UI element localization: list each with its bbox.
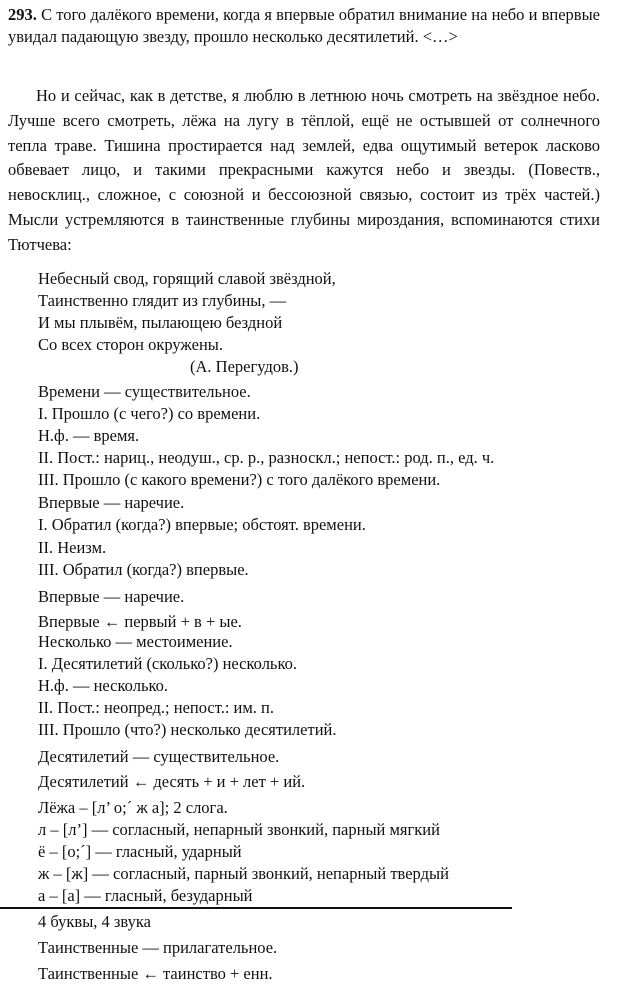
- analysis-line: Впервые — наречие.: [38, 493, 185, 512]
- analysis-line: Таинственные ← таинство + енн.: [38, 964, 273, 983]
- analysis-line: Несколько — местоимение.: [38, 632, 233, 651]
- analysis-line: л – [л’] — согласный, непарный звонкий, парный мягкий: [38, 820, 440, 839]
- analysis-line: III. Прошло (с какого времени?) с того далёкого времени.: [38, 470, 441, 489]
- exercise-main-text: Но и сейчас, как в детстве, я люблю в летнюю ночь смотреть на звёздное небо. Лучше всего смотреть, лёжа на лугу в тёплой, ещё не остывшей от солнечного тепла траве. Тишина простирается над землей, едва ощутимый ветерок ласково обвевает лицо, и такими прекрасными кажутся небо и звезды. (Повеств., невосклиц., сложное, с союзной и бессоюзной связью, состоит из трёх частей.) Мысли устремляются в таинственные глубины мироздания, вспоминаются стихи Тютчева:: [8, 86, 600, 254]
- analysis-line: I. Обратил (когда?) впервые; обстоят. времени.: [38, 515, 366, 534]
- analysis-line: Десятилетий — существительное.: [38, 747, 280, 766]
- analysis-line: Н.ф. — время.: [38, 426, 140, 445]
- analysis-line: Лёжа – [л’ о;´ ж а]; 2 слога.: [38, 798, 228, 817]
- analysis-line: I. Десятилетий (сколько?) несколько.: [38, 654, 298, 673]
- analysis-line: III. Прошло (что?) несколько десятилетий.: [38, 720, 337, 739]
- poem-line-1: Небесный свод, горящий славой звёздной,: [38, 269, 336, 288]
- analysis-line: II. Неизм.: [38, 538, 107, 557]
- analysis-line: ё – [о;´] — гласный, ударный: [38, 842, 242, 861]
- poem-author: (А. Перегудов.): [190, 357, 299, 376]
- analysis-line: II. Пост.: неопред.; непост.: им. п.: [38, 698, 275, 717]
- exercise-intro: [8, 4, 600, 48]
- analysis-line: Впервые — наречие.: [38, 587, 185, 606]
- analysis-line: Времени — существительное.: [38, 382, 251, 401]
- analysis-line: Впервые ← первый + в + ые.: [38, 612, 242, 631]
- analysis-line: Н.ф. — несколько.: [38, 676, 169, 695]
- analysis-line: ж – [ж] — согласный, парный звонкий, непарный твердый: [38, 864, 449, 883]
- analysis-line: 4 буквы, 4 звука: [38, 912, 151, 931]
- analysis-line: Десятилетий ← десять + и + лет + ий.: [38, 772, 306, 791]
- poem-line-3: И мы плывём, пылающею бездной: [38, 313, 283, 332]
- analysis-line: II. Пост.: нариц., неодуш., ср. р., разноскл.; непост.: род. п., ед. ч.: [38, 448, 495, 467]
- poem-line-4: Со всех сторон окружены.: [38, 335, 223, 354]
- analysis-line: а – [а] — гласный, безударный: [38, 886, 253, 905]
- exercise-number: 293.: [8, 5, 37, 24]
- analysis-line: Таинственные — прилагательное.: [38, 938, 278, 957]
- separator-line: [0, 907, 512, 909]
- exercise-intro-text: С того далёкого времени, когда я впервые обратил внимание на небо и впервые увидал падающую звезду, прошло несколько десятилетий. <…>: [8, 5, 601, 46]
- analysis-line: I. Прошло (с чего?) со времени.: [38, 404, 261, 423]
- poem-line-2: Таинственно глядит из глубины, —: [38, 291, 287, 310]
- analysis-line: III. Обратил (когда?) впервые.: [38, 560, 249, 579]
